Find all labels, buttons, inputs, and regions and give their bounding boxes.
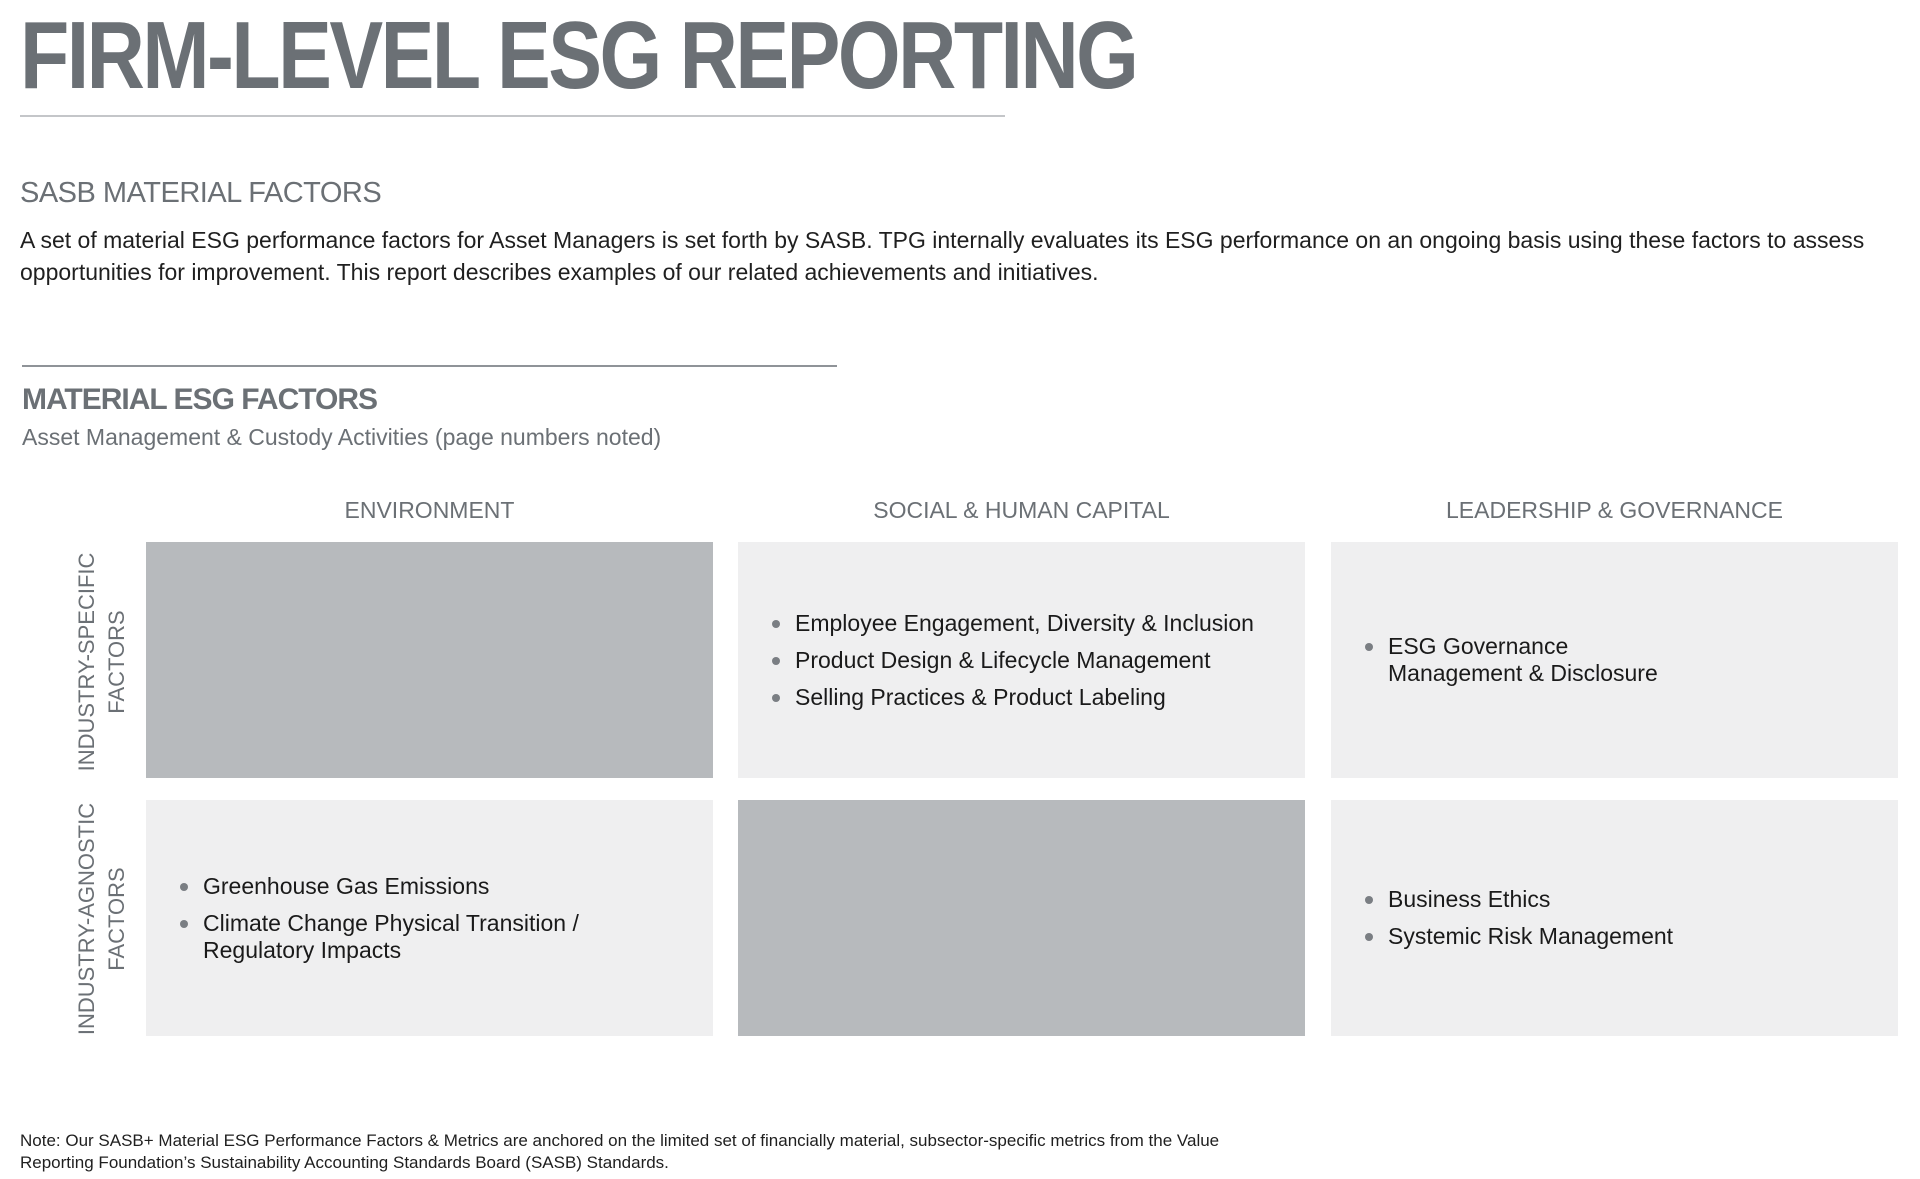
list-item: Selling Practices & Product Labeling <box>765 684 1254 711</box>
factor-list <box>765 610 1254 711</box>
list-item: Climate Change Physical Transition / Regulatory Impacts <box>173 910 603 964</box>
row-header-line: FACTORS <box>104 867 129 971</box>
row-header-industry-specific <box>72 544 136 780</box>
column-header-environment: ENVIRONMENT <box>344 497 515 523</box>
matrix-cell-governance-industry-agnostic <box>1331 800 1898 1036</box>
matrix-cell-social-industry-specific <box>738 542 1305 778</box>
row-header-industry-agnostic <box>72 801 136 1037</box>
matrix-cell-environment-industry-agnostic <box>146 800 713 1036</box>
row-header-line: INDUSTRY-SPECIFIC <box>74 552 99 772</box>
footnote: Note: Our SASB+ Material ESG Performance Factors & Metrics are anchored on the limited set of financially material, subsector-specific metrics from the Value Reporting Foundation’s Sustainability Accounting Standards Board (SASB) Standards. <box>20 1131 1220 1172</box>
list-item: Business Ethics <box>1358 886 1673 913</box>
page-title: FIRM-LEVEL ESG REPORTING <box>20 2 1137 109</box>
factors-divider <box>22 365 837 367</box>
matrix-cell-social-industry-agnostic <box>738 800 1305 1036</box>
matrix-cell-governance-industry-specific <box>1331 542 1898 778</box>
sasb-heading: SASB MATERIAL FACTORS <box>20 177 382 209</box>
material-factors-heading: MATERIAL ESG FACTORS <box>22 383 378 416</box>
list-item: Systemic Risk Management <box>1358 923 1673 950</box>
list-item: Greenhouse Gas Emissions <box>173 873 603 900</box>
title-divider <box>20 115 1005 117</box>
row-header-line: INDUSTRY-AGNOSTIC <box>74 802 99 1036</box>
column-header-social: SOCIAL & HUMAN CAPITAL <box>873 497 1170 523</box>
matrix-cell-environment-industry-specific <box>146 542 713 778</box>
list-item: Product Design & Lifecycle Management <box>765 647 1254 674</box>
row-header-line: FACTORS <box>104 610 129 714</box>
list-item: Employee Engagement, Diversity & Inclusion <box>765 610 1254 637</box>
factor-list <box>1358 886 1673 950</box>
factor-list <box>173 873 603 964</box>
sasb-intro-paragraph: A set of material ESG performance factors for Asset Managers is set forth by SASB. TPG internally evaluates its ESG performance on an ongoing basis using these factors to assess opportunities for improvement. This report describes examples of our related achievements and initiatives. <box>20 227 1865 285</box>
list-item: ESG Governance Management & Disclosure <box>1358 633 1688 687</box>
material-factors-subheading: Asset Management & Custody Activities (page numbers noted) <box>22 424 662 450</box>
column-header-governance: LEADERSHIP & GOVERNANCE <box>1445 497 1783 523</box>
factor-list <box>1358 633 1688 687</box>
